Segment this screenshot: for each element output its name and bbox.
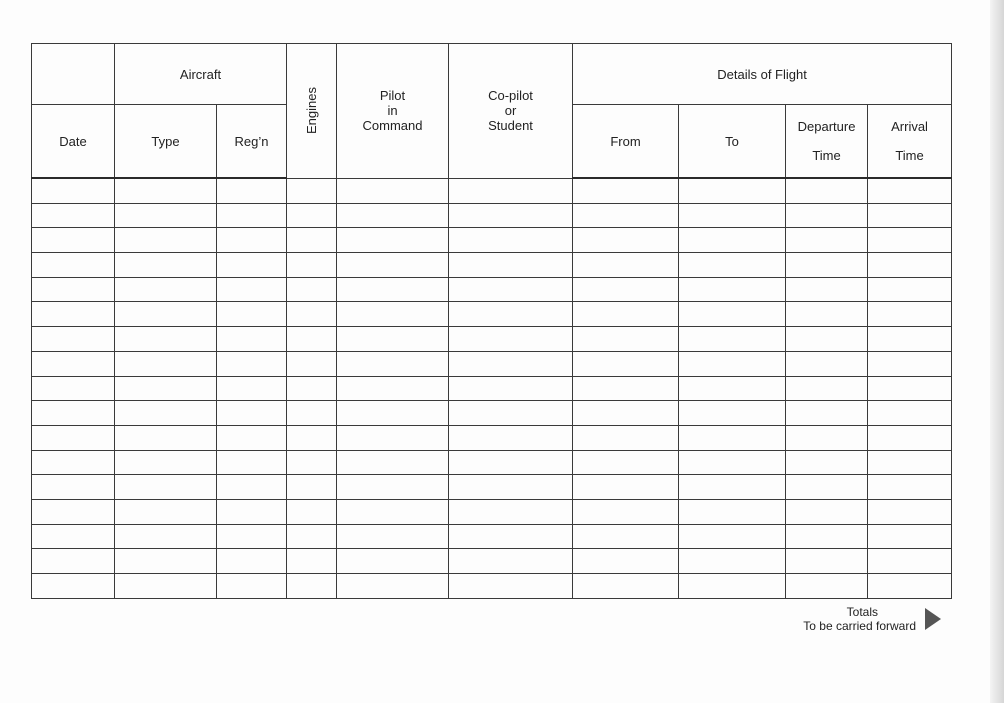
regn-cell[interactable] [217,450,287,475]
departure-time-cell[interactable] [786,376,868,401]
departure-time-cell[interactable] [786,524,868,549]
pilot-in-command-cell[interactable] [337,574,449,599]
date-cell[interactable] [32,499,115,524]
log-entries [32,178,952,598]
table-row [32,327,952,352]
to-cell[interactable] [679,574,786,599]
departure-time-cell[interactable] [786,425,868,450]
table-row [32,425,952,450]
departure-time-cell[interactable] [786,203,868,228]
date-cell[interactable] [32,524,115,549]
pilot-in-command-cell[interactable] [337,450,449,475]
arrival-time-cell[interactable] [868,302,952,327]
type-cell[interactable] [115,327,217,352]
from-cell[interactable] [573,475,679,500]
table-row [32,376,952,401]
type-cell[interactable] [115,401,217,426]
arrival-time-cell[interactable] [868,351,952,376]
copilot-or-student-cell[interactable] [449,425,573,450]
date-header-top [32,44,115,105]
engines-cell[interactable] [287,302,337,327]
date-cell[interactable] [32,253,115,278]
copilot-or-student-cell[interactable] [449,499,573,524]
to-cell[interactable] [679,524,786,549]
arrival-time-cell[interactable] [868,277,952,302]
totals-footer [790,605,916,633]
arrival-time-cell[interactable] [868,574,952,599]
regn-cell[interactable] [217,253,287,278]
departure-time-cell[interactable] [786,228,868,253]
copilot-label-2: or [504,103,517,118]
engines-cell[interactable] [287,228,337,253]
type-cell[interactable] [115,376,217,401]
from-cell[interactable] [573,574,679,599]
date-cell[interactable] [32,401,115,426]
copilot-or-student-cell[interactable] [449,574,573,599]
totals-label: Totals [846,605,878,619]
engines-cell[interactable] [287,450,337,475]
date-cell[interactable] [32,475,115,500]
copilot-or-student-cell[interactable] [449,376,573,401]
type-cell[interactable] [115,302,217,327]
departure-time-cell[interactable] [786,475,868,500]
pilot-in-command-cell[interactable] [337,351,449,376]
table-row [32,178,952,203]
date-cell[interactable] [32,178,115,203]
regn-cell[interactable] [217,401,287,426]
to-cell[interactable] [679,228,786,253]
to-cell[interactable] [679,499,786,524]
from-cell[interactable] [573,450,679,475]
from-cell[interactable] [573,178,679,203]
page-edge-shadow [990,0,1004,703]
arrival-time-cell[interactable] [868,549,952,574]
copilot-or-student-cell[interactable] [449,351,573,376]
pilot-in-command-cell[interactable] [337,302,449,327]
engines-cell[interactable] [287,277,337,302]
engines-cell[interactable] [287,524,337,549]
date-header: Date [32,105,115,179]
to-cell[interactable] [679,178,786,203]
arrival-time-cell[interactable] [868,203,952,228]
table-row [32,574,952,599]
from-cell[interactable] [573,351,679,376]
pilot-in-command-header [337,44,449,179]
departure-time-cell[interactable] [786,574,868,599]
pilot-in-command-cell[interactable] [337,203,449,228]
to-cell[interactable] [679,401,786,426]
type-cell[interactable] [115,253,217,278]
pilot-in-command-cell[interactable] [337,475,449,500]
to-cell[interactable] [679,450,786,475]
engines-cell[interactable] [287,327,337,352]
pilot-in-command-cell[interactable] [337,253,449,278]
from-cell[interactable] [573,524,679,549]
arrival-time-cell[interactable] [868,228,952,253]
arrival-time-cell[interactable] [868,327,952,352]
arrival-time-cell[interactable] [868,425,952,450]
pilot-in-command-cell[interactable] [337,228,449,253]
arrival-time-cell[interactable] [868,376,952,401]
from-cell[interactable] [573,253,679,278]
table-row [32,499,952,524]
type-cell[interactable] [115,351,217,376]
to-cell[interactable] [679,351,786,376]
date-cell[interactable] [32,203,115,228]
type-cell[interactable] [115,425,217,450]
type-cell[interactable] [115,228,217,253]
pilot-in-command-cell[interactable] [337,376,449,401]
copilot-or-student-cell[interactable] [449,302,573,327]
departure-time-cell[interactable] [786,178,868,203]
departure-time-cell[interactable] [786,327,868,352]
type-header: Type [115,105,217,179]
pilot-label-3: Command [362,118,423,133]
date-cell[interactable] [32,277,115,302]
engines-cell[interactable] [287,178,337,203]
copilot-or-student-cell[interactable] [449,203,573,228]
date-cell[interactable] [32,450,115,475]
type-cell[interactable] [115,499,217,524]
type-cell[interactable] [115,475,217,500]
from-cell[interactable] [573,327,679,352]
aircraft-header: Aircraft [115,44,287,105]
date-cell[interactable] [32,302,115,327]
triangle-right-icon [925,608,941,630]
pilot-in-command-cell[interactable] [337,277,449,302]
to-cell[interactable] [679,327,786,352]
departure-time-cell[interactable] [786,253,868,278]
arrival-time-label: Time [895,148,924,163]
from-cell[interactable] [573,228,679,253]
departure-time-cell[interactable] [786,277,868,302]
pilot-in-command-cell[interactable] [337,549,449,574]
regn-cell[interactable] [217,203,287,228]
date-cell[interactable] [32,376,115,401]
type-cell[interactable] [115,524,217,549]
copilot-or-student-cell[interactable] [449,327,573,352]
table-row [32,203,952,228]
from-cell[interactable] [573,425,679,450]
engines-header [287,44,337,179]
regn-cell[interactable] [217,475,287,500]
engines-cell[interactable] [287,401,337,426]
date-cell[interactable] [32,549,115,574]
to-cell[interactable] [679,302,786,327]
regn-cell[interactable] [217,376,287,401]
copilot-or-student-cell[interactable] [449,450,573,475]
copilot-label-3: Student [488,118,533,133]
from-header: From [573,105,679,179]
departure-time-cell[interactable] [786,302,868,327]
arrival-time-cell[interactable] [868,450,952,475]
regn-header: Reg’n [217,105,287,179]
arrival-time-cell[interactable] [868,475,952,500]
table-row [32,228,952,253]
copilot-or-student-cell[interactable] [449,253,573,278]
pilot-in-command-cell[interactable] [337,425,449,450]
date-cell[interactable] [32,351,115,376]
table-row [32,253,952,278]
from-cell[interactable] [573,549,679,574]
departure-time-cell[interactable] [786,450,868,475]
engines-cell[interactable] [287,351,337,376]
type-cell[interactable] [115,277,217,302]
date-cell[interactable] [32,327,115,352]
departure-time-header [786,105,868,179]
departure-time-cell[interactable] [786,401,868,426]
copilot-or-student-cell[interactable] [449,277,573,302]
pilot-in-command-cell[interactable] [337,524,449,549]
regn-cell[interactable] [217,425,287,450]
from-cell[interactable] [573,499,679,524]
regn-cell[interactable] [217,228,287,253]
table-row [32,524,952,549]
engines-cell[interactable] [287,499,337,524]
details-of-flight-header: Details of Flight [573,44,952,105]
pilot-label-1: Pilot [379,88,406,103]
type-cell[interactable] [115,203,217,228]
pilot-label-2: in [387,103,398,118]
to-cell[interactable] [679,475,786,500]
type-cell[interactable] [115,450,217,475]
engines-cell[interactable] [287,425,337,450]
departure-time-cell[interactable] [786,351,868,376]
regn-cell[interactable] [217,574,287,599]
departure-time-cell[interactable] [786,499,868,524]
from-cell[interactable] [573,302,679,327]
copilot-or-student-cell[interactable] [449,178,573,203]
engines-cell[interactable] [287,203,337,228]
departure-time-cell[interactable] [786,549,868,574]
regn-cell[interactable] [217,327,287,352]
engines-cell[interactable] [287,549,337,574]
engines-cell[interactable] [287,376,337,401]
to-header: To [679,105,786,179]
regn-cell[interactable] [217,351,287,376]
to-cell[interactable] [679,203,786,228]
date-cell[interactable] [32,228,115,253]
engines-cell[interactable] [287,475,337,500]
type-cell[interactable] [115,574,217,599]
arrival-label: Arrival [891,119,928,134]
pilot-in-command-cell[interactable] [337,499,449,524]
date-cell[interactable] [32,425,115,450]
table-row [32,277,952,302]
regn-cell[interactable] [217,178,287,203]
copilot-or-student-cell[interactable] [449,401,573,426]
regn-cell[interactable] [217,302,287,327]
type-cell[interactable] [115,178,217,203]
regn-cell[interactable] [217,277,287,302]
to-cell[interactable] [679,277,786,302]
departure-time-label: Time [812,148,841,163]
engines-label: Engines [304,87,320,135]
regn-cell[interactable] [217,499,287,524]
to-cell[interactable] [679,549,786,574]
carried-forward-label: To be carried forward [803,619,916,633]
table-row [32,475,952,500]
table-row [32,351,952,376]
from-cell[interactable] [573,376,679,401]
copilot-or-student-cell[interactable] [449,228,573,253]
type-cell[interactable] [115,549,217,574]
flight-log-table [31,43,952,599]
copilot-or-student-cell[interactable] [449,549,573,574]
table-row [32,401,952,426]
arrival-time-cell[interactable] [868,401,952,426]
copilot-or-student-cell[interactable] [449,524,573,549]
engines-cell[interactable] [287,574,337,599]
copilot-or-student-header [449,44,573,179]
pilot-in-command-cell[interactable] [337,178,449,203]
arrival-time-cell[interactable] [868,524,952,549]
from-cell[interactable] [573,203,679,228]
table-row [32,302,952,327]
pilot-in-command-cell[interactable] [337,401,449,426]
arrival-time-cell[interactable] [868,499,952,524]
copilot-or-student-cell[interactable] [449,475,573,500]
to-cell[interactable] [679,425,786,450]
arrival-time-header [868,105,952,179]
arrival-time-cell[interactable] [868,253,952,278]
engines-cell[interactable] [287,253,337,278]
to-cell[interactable] [679,376,786,401]
from-cell[interactable] [573,277,679,302]
table-row [32,450,952,475]
table-row [32,549,952,574]
from-cell[interactable] [573,401,679,426]
copilot-label-1: Co-pilot [488,88,533,103]
departure-label: Departure [797,119,856,134]
to-cell[interactable] [679,253,786,278]
arrival-time-cell[interactable] [868,178,952,203]
date-cell[interactable] [32,574,115,599]
regn-cell[interactable] [217,549,287,574]
regn-cell[interactable] [217,524,287,549]
pilot-in-command-cell[interactable] [337,327,449,352]
